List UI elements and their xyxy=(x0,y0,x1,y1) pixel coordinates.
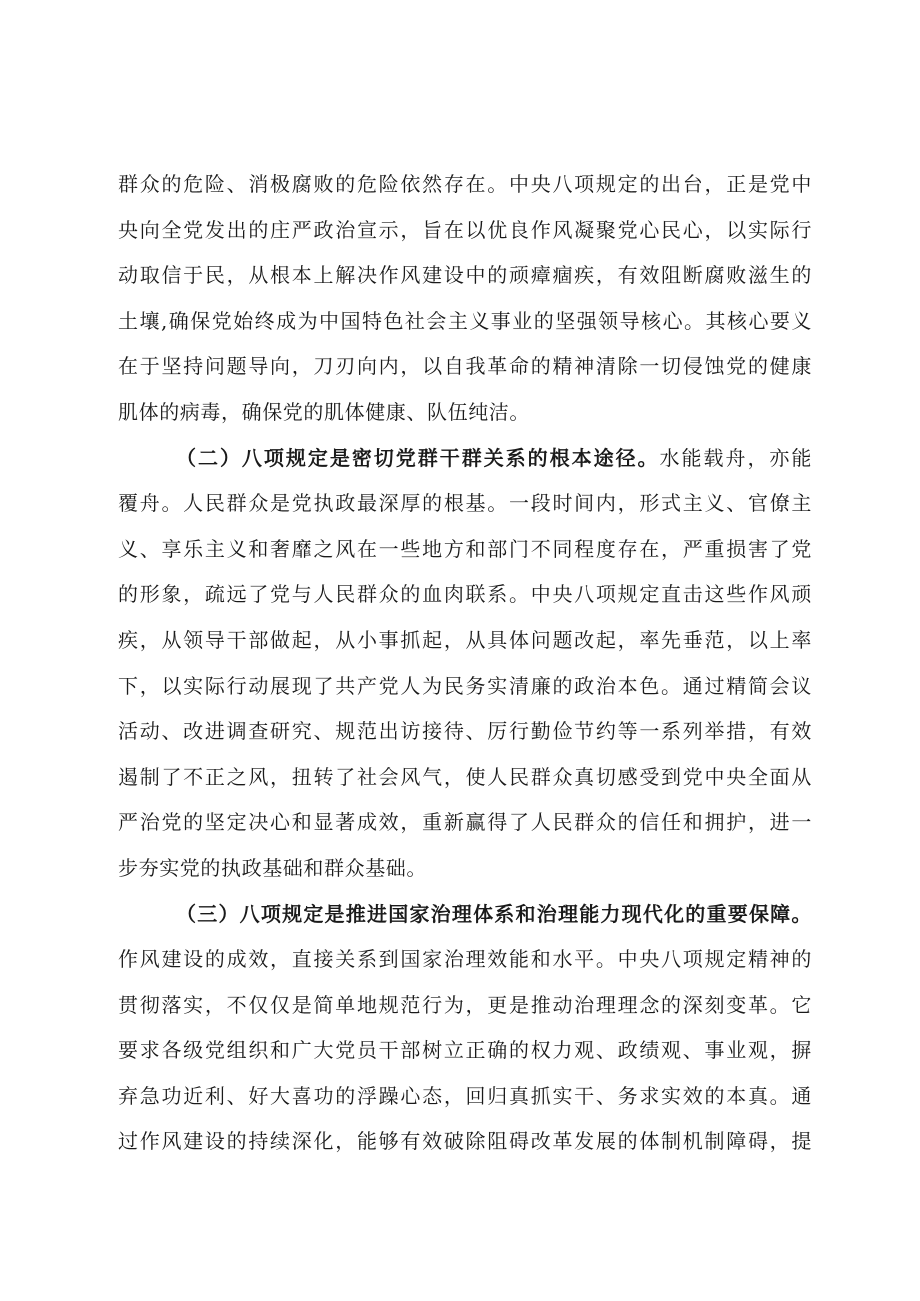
paragraph-3 xyxy=(118,894,812,1168)
text-line: 过作风建设的持续深化，能够有效破除阻碍改革发展的体制机制障碍，提 xyxy=(118,1129,812,1154)
paragraph-1 xyxy=(118,164,812,438)
text-line: 下，以实际行动展现了共产党人为民务实清廉的政治本色。通过精简会议 xyxy=(118,673,812,698)
text-line: 作风建设的成效，直接关系到国家治理效能和水平。中央八项规定精神的 xyxy=(118,947,812,972)
text-line: 活动、改进调查研究、规范出访接待、厉行勤俭节约等一系列举措，有效 xyxy=(118,719,812,744)
text-line: 步夯实党的执政基础和群众基础。 xyxy=(118,855,427,880)
paragraph-2-first-line xyxy=(118,438,812,484)
text-line: 要求各级党组织和广大党员干部树立正确的权力观、政绩观、事业观，摒 xyxy=(118,1038,812,1063)
document-page xyxy=(118,164,812,1167)
text-run: 水能载舟，亦能 xyxy=(659,445,813,470)
text-line: 贯彻落实，不仅仅是简单地规范行为，更是推动治理理念的深刻变革。它 xyxy=(118,992,812,1017)
text-line: 疾，从领导干部做起，从小事抓起，从具体问题改起，率先垂范，以上率 xyxy=(118,627,812,652)
text-line: 央向全党发出的庄严政治宣示，旨在以优良作风凝聚党心民心，以实际行 xyxy=(118,217,812,242)
text-line: 在于坚持问题导向，刀刃向内，以自我革命的精神清除一切侵蚀党的健康 xyxy=(118,354,812,379)
text-line: 土壤,确保党始终成为中国特色社会主义事业的坚强领导核心。其核心要义 xyxy=(118,308,812,333)
text-line: 严治党的坚定决心和显著成效，重新赢得了人民群众的信任和拥护，进一 xyxy=(118,810,812,835)
text-line: 群众的危险、消极腐败的危险依然存在。中央八项规定的出台，正是党中 xyxy=(118,172,812,196)
text-line: 弃急功近利、好大喜功的浮躁心态，回归真抓实干、务求实效的本真。通 xyxy=(118,1083,812,1108)
section-heading-2: （二）八项规定是密切党群干群关系的根本途径。 xyxy=(176,445,660,470)
text-line: 肌体的病毒，确保党的肌体健康、队伍纯洁。 xyxy=(118,399,530,424)
text-line: 的形象，疏远了党与人民群众的血肉联系。中央八项规定直击这些作风顽 xyxy=(118,582,812,607)
paragraph-2 xyxy=(118,438,812,894)
text-line: 覆舟。人民群众是党执政最深厚的根基。一段时间内，形式主义、官僚主 xyxy=(118,491,812,516)
text-line: 动取信于民，从根本上解决作风建设中的顽瘴痼疾，有效阻断腐败滋生的 xyxy=(118,263,812,288)
text-line: 义、享乐主义和奢靡之风在一些地方和部门不同程度存在，严重损害了党 xyxy=(118,536,812,561)
paragraph-3-first-line xyxy=(118,894,812,940)
text-line: 遏制了不正之风，扭转了社会风气，使人民群众真切感受到党中央全面从 xyxy=(118,764,812,789)
section-heading-3: （三）八项规定是推进国家治理体系和治理能力现代化的重要保障。 xyxy=(176,901,812,926)
